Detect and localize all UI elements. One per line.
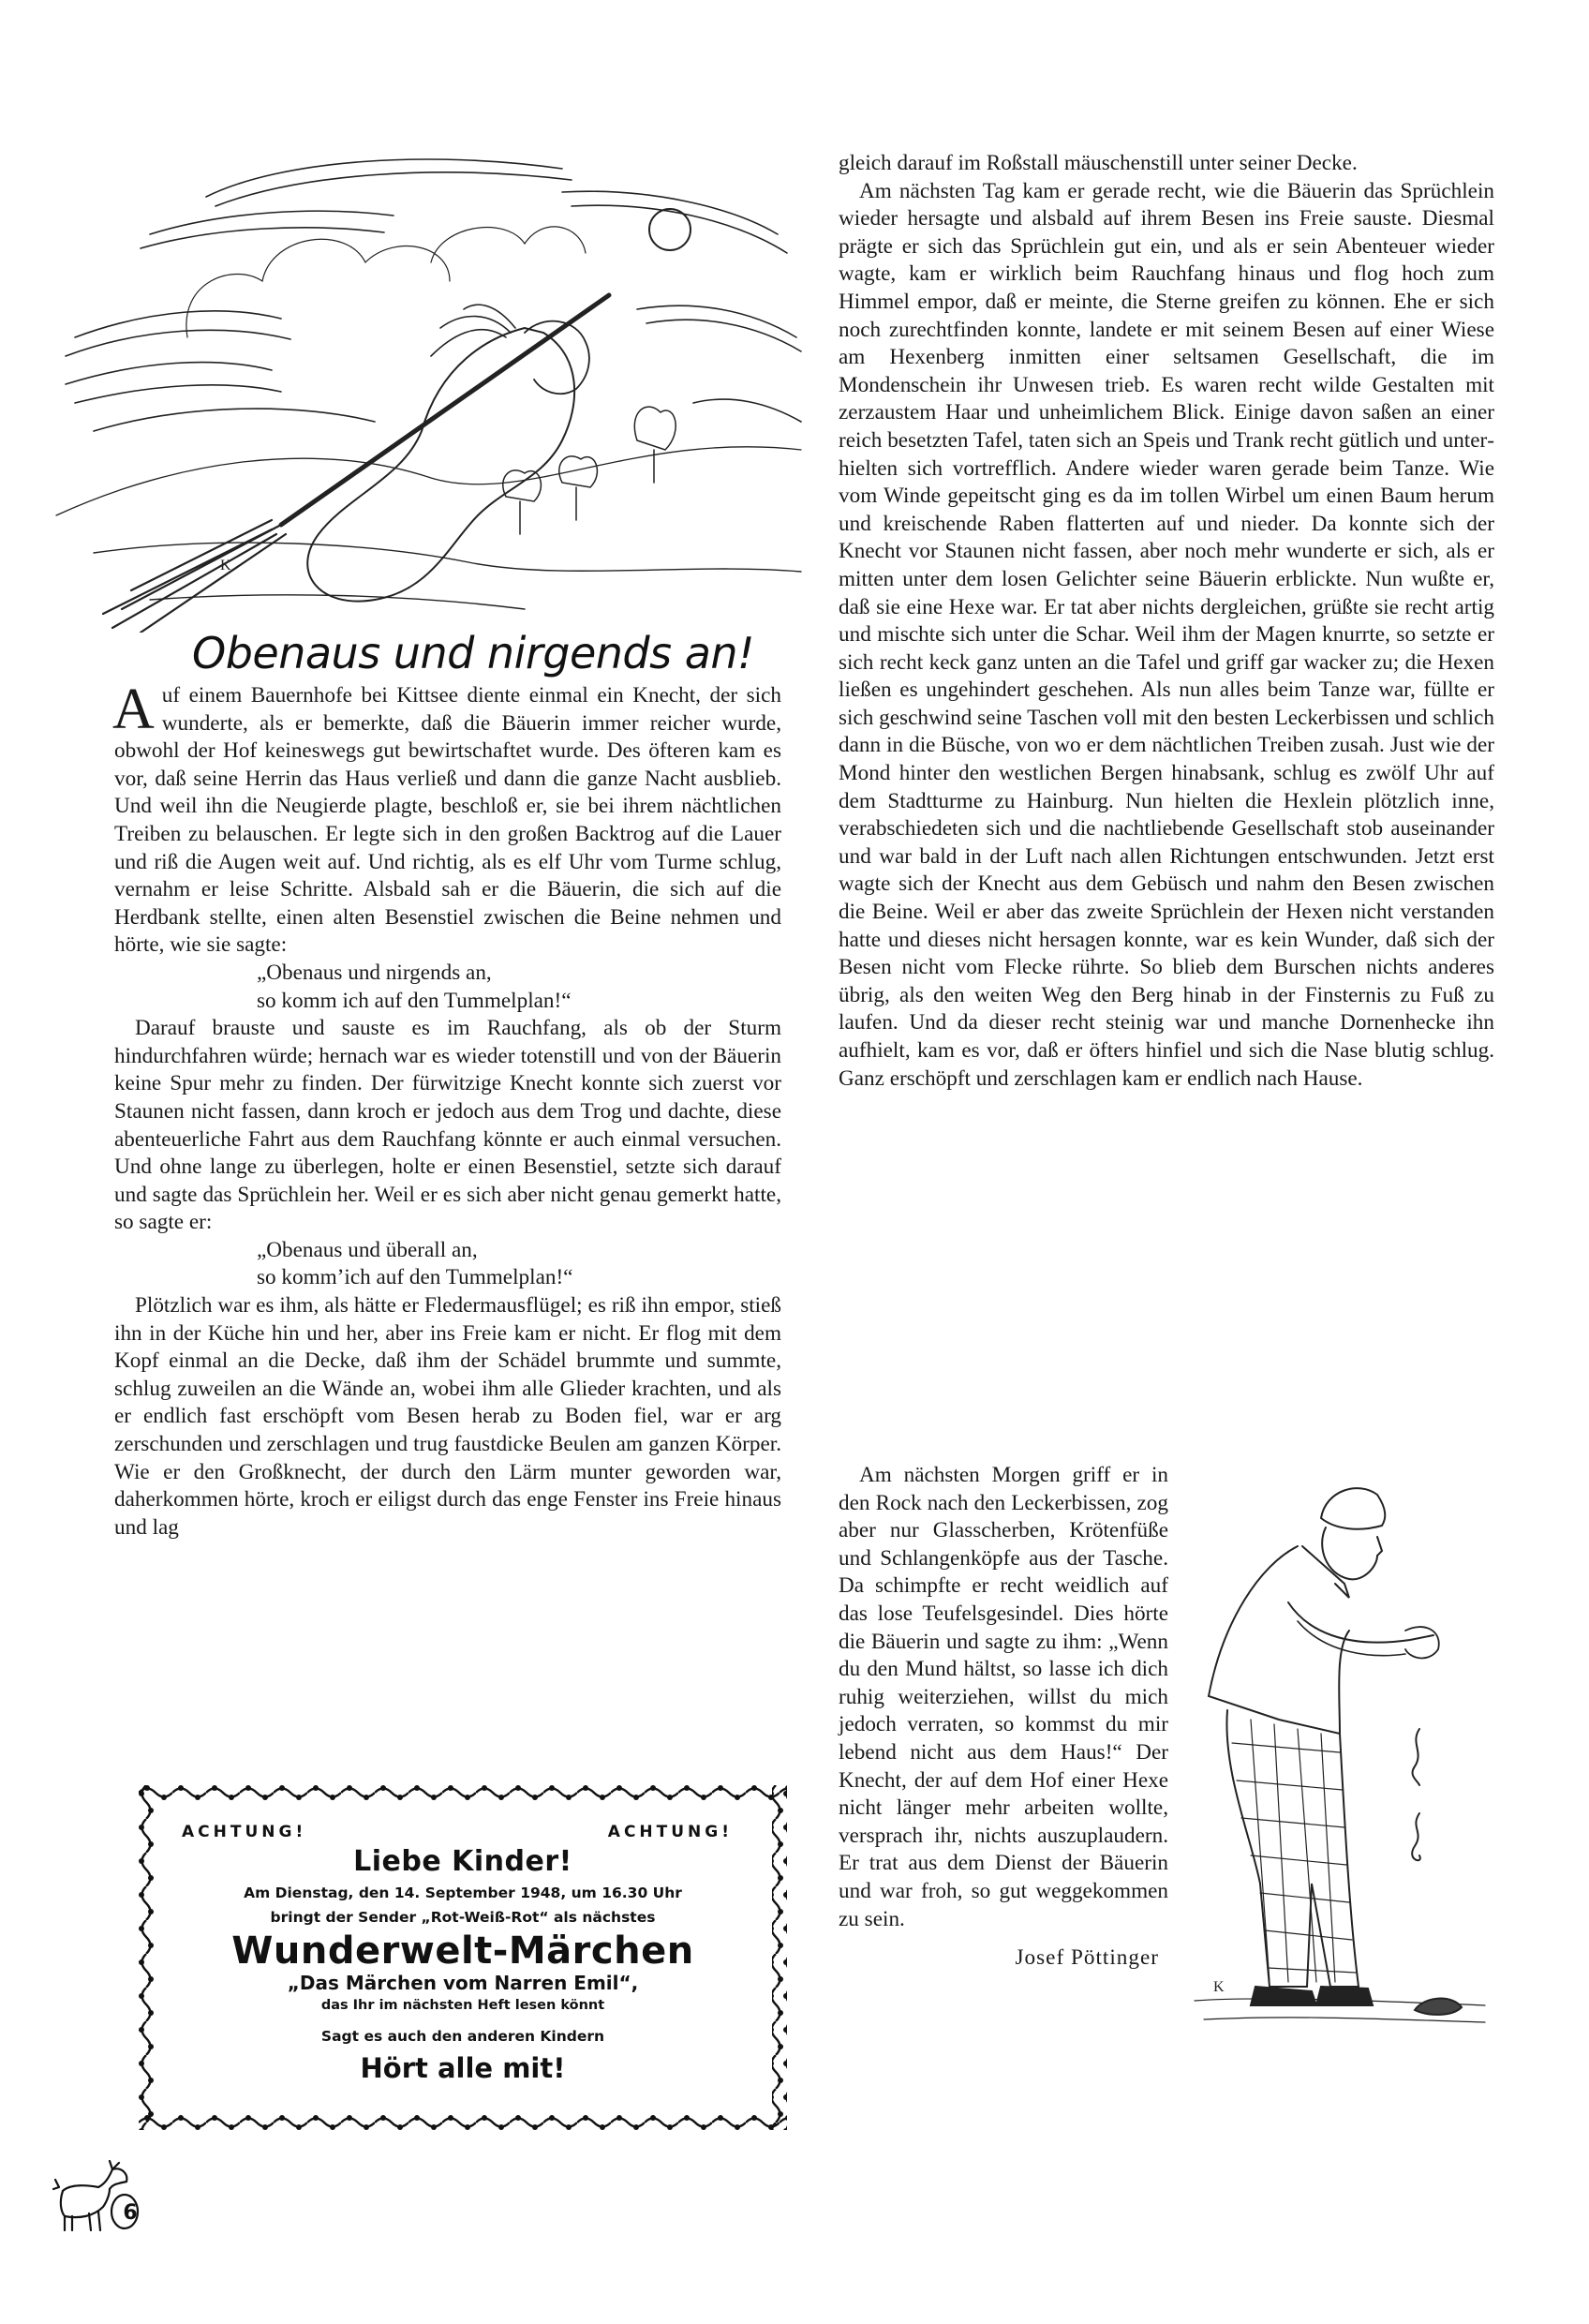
drop-cap: A bbox=[112, 678, 155, 741]
tree bbox=[559, 456, 598, 520]
episode-title: „Das Märchen vom Narren Emil“, bbox=[287, 1972, 639, 1994]
snake bbox=[1413, 1729, 1419, 1785]
program-title: Wunderwelt-Märchen bbox=[231, 1929, 694, 1973]
snake bbox=[1412, 1813, 1420, 1860]
paragraph: Am nächsten Tag kam er gerade recht, wie die Bäuerin das Sprüchlein wieder hersagte und alsbald auf ihrem Besen ins Freie sauste. Diesmal prägte er sich das Sprüchlein gut ein, und als er sein Abenteuer wieder wagte, kam er wirklich beim Rauchfang hinaus und flog hoch zum Himmel empor, daß er meinte, die Sterne greifen zu können. Ehe er sich noch zurechtfinden konnte, landete er mit seinem Besen auf einer Wiese am Hexenberg inmitten einer seltsamen Gesellschaft, die im Mondenschein ihr Unwesen trieb. Es waren recht wilde Gestalten mit zerzaustem Haar und unheimlichem Blick. Einige davon saßen an einer reich besetzten Tafel, taten sich an Speis und Trank recht gütlich und unterhielten sich vortrefflich. Andere wieder waren gerade beim Tanze. Wie vom Winde gepeitscht ging es da im tollen Wirbel um einen Baum herum und kreischende Raben flatterten auf und nieder. Da konnte sich der Knecht vor Staunen nicht fassen, aber noch mehr wunderte er sich, als er mitten unter dem losen Gelichter seine Bäuerin erblickte. Nun wußte er, daß sie eine Hexe war. Er tat aber nichts dergleichen, grüßte sie recht artig und mischte sich unter die Schar. Weil ihm der Magen knurrte, so setzte er sich recht keck ganz unten an die Tafel und griff gar wacker zu; die Hexen ließen es ungehindert geschehen. Als nun alles beim Tanze war, füllte er sich geschwind seine Taschen voll mit den besten Leckerbissen und schlich dann in die Büsche, von wo er dem nächtlichen Treiben zusah. Just wie der Mond hinter den westlichen Bergen hinabsank, schlug es zwölf Uhr auf dem Stadtturme zu Hainburg. Nun hielten die Hexlein plötzlich inne, verabschiedeten sich und die nachtliebende Gesellschaft stob auseinander und war bald in der Luft nach allen Richtungen entschwunden. Jetzt erst wagte sich der Knecht aus dem Gebüsch und nahm den Besen zwischen die Beine. Weil er aber das zweite Sprüchlein der Hexen nicht verstanden hatte und dieses nicht hersagen konnte, war es kein Wunder, daß sich der Besen nicht vom Flecke rührte. So blieb dem Burschen nichts anderes übrig, als den weiten Weg den Berg hinab in der Finsternis zu Fuß zu laufen. Und da dieser recht steinig war und manche Dornenhecke ihn aufhielt, kam es vor, daß er öfters hinfiel und sich die Nase blutig schlug. Ganz erschöpft und zerschlagen kam er endlich nach Hause. bbox=[839, 178, 1494, 1091]
verse-line: so komm ich auf den Tummelplan!“ bbox=[257, 988, 572, 1013]
arms bbox=[1288, 1602, 1433, 1643]
cloud bbox=[431, 227, 586, 262]
cloud bbox=[186, 239, 450, 337]
witch-on-broom-illustration bbox=[37, 122, 815, 633]
farmhand-with-snakes-illustration bbox=[1185, 1462, 1494, 2052]
farmhand-drawing bbox=[1185, 1462, 1494, 2052]
cap bbox=[1321, 1488, 1385, 1529]
toad bbox=[1415, 1999, 1462, 2015]
verse-line: „Obenaus und überall an, bbox=[257, 1237, 478, 1262]
witch-body bbox=[307, 328, 574, 602]
next-issue-note: das Ihr im nächsten Heft lesen könnt bbox=[320, 1998, 605, 2013]
announcement-content bbox=[167, 1823, 759, 2084]
author-signature: Josef Pöttinger bbox=[1015, 1945, 1159, 1971]
witch-drawing bbox=[37, 122, 815, 633]
hands bbox=[1405, 1627, 1439, 1658]
jacket bbox=[1209, 1546, 1349, 1734]
text-column-narrow bbox=[839, 1462, 1168, 1973]
tell-others-line: Sagt es auch den anderen Kindern bbox=[320, 2028, 605, 2045]
listen-callout: Hört alle mit! bbox=[360, 2052, 566, 2084]
broom-bristles bbox=[103, 520, 286, 633]
tree bbox=[503, 470, 542, 534]
radio-announcement-box bbox=[139, 1785, 787, 2130]
attention-label-right: ACHTUNG! bbox=[607, 1823, 733, 1841]
verse-line: „Obenaus und nirgends an, bbox=[257, 960, 492, 985]
trousers bbox=[1226, 1710, 1359, 1987]
paragraph: Darauf brauste und sauste es im Rauchfang, als ob der Sturm hindurchfahren würde; hernach war es wieder totenstill und von der Bäuerin keine Spur mehr zu finden. Der fürwitzige Knecht konnte sich zuerst vor Staunen nicht fassen, dann kroch er jedoch aus dem Trog und dachte, diese abenteuerliche Fahrt aus dem Rauchfang könnte er auch einmal versuchen. Und ohne lange zu überlegen, holte er einen Besenstiel, setzte sich darauf und sagte das Sprüchlein her. Weil er es sich aber nicht genau gemerkt hatte, so sagte er: bbox=[114, 1016, 781, 1235]
paragraph: Plötzlich war es ihm, als hätte er Fledermausflügel; es riß ihn empor, stieß ihn in der Küche hin und her, aber ins Freie kam er nicht. Er flog mit dem Kopf einmal an die Decke, daß ihm der Schädel brummte und summte, schlug zuweilen an die Wände an, wobei ihm alle Glieder krachten, und als er endlich fast erschöpft vom Besen herab zu Boden fiel, war er arg zerschunden und zerschlagen und trug faustdicke Beulen am ganzen Körper. Wie er den Großknecht, der durch den Lärm munter geworden war, daherkommen hörte, kroch er eiligst durch das enge Fenster ins Freie hinaus und lag bbox=[114, 1293, 781, 1540]
text-column-right bbox=[839, 150, 1494, 1093]
artist-signature: K bbox=[1213, 1979, 1225, 1995]
page-number: 6 bbox=[123, 2201, 138, 2225]
broomstick bbox=[281, 295, 609, 525]
broadcast-station-line: bringt der Sender „Rot-Weiß-Rot“ als nächstes bbox=[270, 1909, 656, 1926]
artist-signature: K bbox=[220, 558, 231, 574]
hills bbox=[56, 447, 801, 515]
paragraph-continuation: gleich darauf im Roßstall mäuschenstill unter seiner Decke. bbox=[839, 151, 1358, 175]
goat-with-bag-icon bbox=[52, 2155, 155, 2240]
announcement-headline: Liebe Kinder! bbox=[353, 1845, 572, 1878]
paragraph: Am nächsten Morgen griff er in den Rock nach den Leckerbissen, zog aber nur Glasscherben, Krötenfüße und Schlangenköpfe aus der Tasche. Da schimpfte er recht weidlich auf das lose Teufelsgesindel. Dies hörte die Bäuerin und sagte zu ihm: „Wenn du den Mund hältst, so lasse ich dich ruhig weiterziehen, willst du mich jedoch verraten, so kommst du mir lebend nicht aus dem Haus!“ Der Knecht, der auf dem Hof einer Hexe nicht länger mehr arbeiten wollte, versprach ihr, nichts auszuplaudern. Er trat aus dem Dienst der Bäuerin und war froh, so gut weggekommen zu sein. bbox=[839, 1463, 1168, 1931]
sky-hatching bbox=[66, 159, 801, 431]
text-column-left bbox=[112, 678, 781, 1542]
tree bbox=[634, 407, 676, 483]
paragraph bbox=[112, 678, 781, 960]
story-title: Obenaus und nirgends an! bbox=[192, 628, 754, 678]
paragraph-text: uf einem Bauernhofe bei Kittsee diente einmal ein Knecht, der sich wunderte, als er bemerkte, daß die Bäuerin immer reicher wurde, obwohl der Hof keineswegs gut bewirtschaftet wurde. Des öfteren kam es vor, daß seine Herrin das Haus verließ und dann die ganze Nacht ausblieb. Und weil ihn die Neugierde plagte, beschloß er, sie bei ihrem nächtlichen Treiben zu belauschen. Er legte sich in den großen Backtrog auf die Lauer und riß die Augen weit auf. Und richtig, als es elf Uhr vom Turme schlug, vernahm er leise Schritte. Alsbald sah er die Bäuerin, die sich auf die Herdbank stellte, einen alten Besenstiel zwischen die Beine nehmen und hörte, wie sie sagte: bbox=[114, 683, 781, 958]
attention-row bbox=[167, 1823, 759, 1841]
attention-label-left: ACHTUNG! bbox=[182, 1823, 307, 1841]
verse-line: so komm’ich auf den Tummelplan!“ bbox=[257, 1265, 573, 1290]
moon bbox=[649, 209, 691, 250]
broadcast-date-line: Am Dienstag, den 14. September 1948, um 16.30 Uhr bbox=[244, 1885, 682, 1901]
